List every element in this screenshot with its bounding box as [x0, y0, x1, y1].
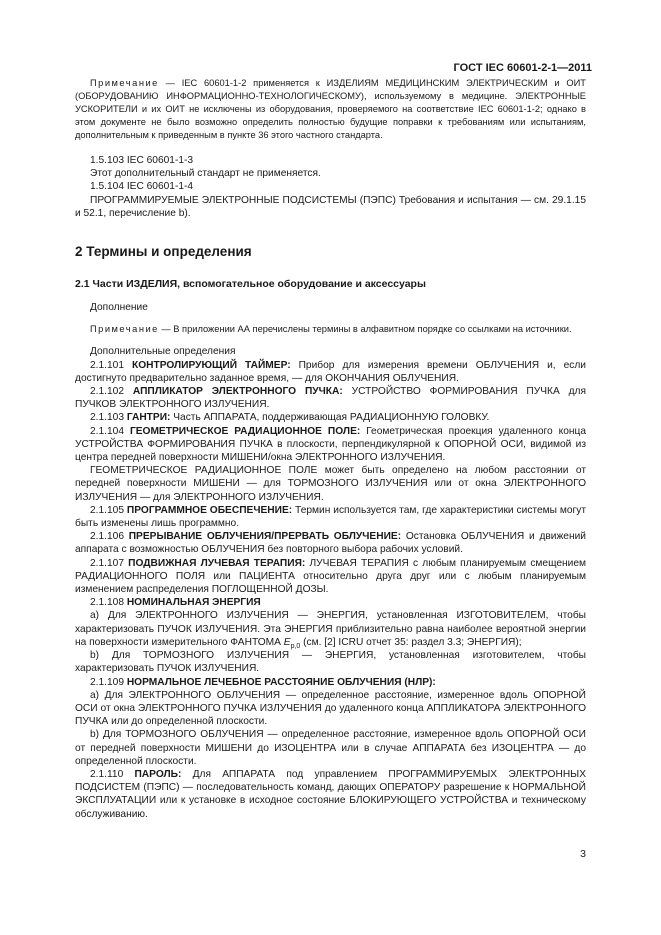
def-text: ЛУЧЕВАЯ ТЕРАПИЯ с любым планируемым смещением РАДИАЦИОННОГО ПОЛЯ или ПАЦИЕНТА относительно друга друг или с любым планируемым изменением распределения ПОГЛОЩЕННОЙ ДОЗЫ.: [75, 557, 587, 596]
section-title: 2 Термины и определения: [75, 244, 252, 260]
note2-label: Примечание: [90, 324, 159, 335]
definition-2-1-108: [75, 596, 586, 609]
def-term: КОНТРОЛИРУЮЩИЙ ТАЙМЕР:: [131, 359, 291, 371]
definition-2-1-108-b: b) Для ТОРМОЗНОГО ИЗЛУЧЕНИЯ — ЭНЕРГИЯ, установленная изготовителем, чтобы характеризовать ПУЧОК ИЗЛУЧЕНИЯ.: [75, 650, 586, 675]
def-text: Геометрическая проекция удаленного конца УСТРОЙСТВА ФОРМИРОВАНИЯ ПУЧКА в плоскости, перпендикулярной к ОПОРНОЙ ОСИ, видимой из центра передней поверхности МИШЕНИ/окна ЭЛЕКТРОННОГО ИЗЛУЧЕНИЯ.: [75, 425, 586, 464]
def-term: ПОДВИЖНАЯ ЛУЧЕВАЯ ТЕРАПИЯ:: [128, 557, 306, 569]
def-number: 2.1.102: [90, 386, 133, 398]
note-text: — IEC 60601-1-2 применяется к ИЗДЕЛИЯМ МЕДИЦИНСКИМ ЭЛЕКТРИЧЕСКИМ и ОИТ (ОБОРУДОВАНИЮ ИНФОРМАЦИОННО-ТЕХНОЛОГИЧЕСКОМУ), используемому в медицине. ЭЛЕКТРОННЫЕ УСКОРИТЕЛИ и их ОИТ не исключены из оборудования, проверяемого на соответствие IEC 60601-1-2; однако в этом документе не было возможно определить полностью будущие поправки к требованиям или испытаниям, дополнительным к приведенным в пункте 36 этого частного стандарта.: [75, 78, 586, 140]
definition-2-1-102: [75, 385, 586, 411]
note-label: Примечание: [90, 78, 159, 88]
definition-2-1-108-a: [75, 609, 586, 649]
def-term: ПАРОЛЬ:: [134, 768, 182, 780]
definition-2-1-103: [75, 411, 586, 424]
def-term: ПРЕРЫВАНИЕ ОБЛУЧЕНИЯ/ПРЕРВАТЬ ОБЛУЧЕНИЕ:: [128, 531, 402, 543]
def-term: НОРМАЛЬНОЕ ЛЕЧЕБНОЕ РАССТОЯНИЕ ОБЛУЧЕНИЯ (НЛР):: [126, 676, 436, 688]
addition-label: Дополнение: [90, 302, 148, 314]
definition-2-1-109: [75, 676, 586, 689]
document-header: ГОСТ IEC 60601-2-1—2011: [453, 62, 592, 74]
definition-2-1-104: [75, 425, 586, 465]
def-text: Термин используется там, где характеристики системы могут быть изменены лишь программно.: [75, 504, 587, 530]
definition-2-1-109-a: а) Для ЭЛЕКТРОННОГО ОБЛУЧЕНИЯ — определенное расстояние, измеренное вдоль ОПОРНОЙ ОСИ от окна ЭЛЕКТРОННОГО ПУЧКА ИЗЛУЧЕНИЯ до удаленного конца АППЛИКАТОРА ЭЛЕКТРОННОГО ПУЧКА или до определенной плоскости.: [75, 689, 586, 728]
definition-2-1-101: [75, 359, 586, 385]
def-text: УСТРОЙСТВО ФОРМИРОВАНИЯ ПУЧКА для ПУЧКОВ ЭЛЕКТРОННОГО ИЗЛУЧЕНИЯ.: [75, 386, 586, 411]
def-term: АППЛИКАТОР ЭЛЕКТРОННОГО ПУЧКА:: [132, 386, 343, 398]
page-number: 3: [580, 848, 586, 860]
energy-subscript: p,0: [290, 642, 301, 650]
clause-1-5-103-text: Этот дополнительный стандарт не применяется.: [90, 168, 321, 180]
def-term: ПРОГРАММНОЕ ОБЕСПЕЧЕНИЕ:: [126, 504, 293, 516]
subsection-title: 2.1 Части ИЗДЕЛИЯ, вспомогательное оборудование и аксессуары: [75, 278, 426, 291]
def-number: 2.1.107: [90, 557, 129, 569]
note2-paragraph: [75, 323, 586, 336]
def-term: НОМИНАЛЬНАЯ ЭНЕРГИЯ: [126, 597, 261, 609]
def-text: а) Для ЭЛЕКТРОННОГО ИЗЛУЧЕНИЯ — ЭНЕРГИЯ, установленная ИЗГОТОВИТЕЛЕМ, чтобы характеризовать ПУЧОК ИЗЛУЧЕНИЯ. Эта ЭНЕРГИЯ приблизительно равна наиболее вероятной энергии на поверхности измерительного ФАНТОМА: [75, 610, 586, 648]
additional-definitions-label: Дополнительные определения: [90, 346, 236, 358]
def-text: Для АППАРАТА под управлением ПРОГРАММИРУЕМЫХ ЭЛЕКТРОННЫХ ПОДСИСТЕМ (ПЭПС) — последовательность команд, дающих ОПЕРАТОРУ разрешение к НОРМАЛЬНОЙ ЭКСПЛУАТАЦИИ или к установке в исходное состояние БЛОКИРУЮЩЕГО УСТРОЙСТВА и техническому обслуживанию.: [75, 768, 586, 820]
definition-2-1-110: [75, 768, 586, 821]
definition-2-1-109-b: b) Для ТОРМОЗНОГО ОБЛУЧЕНИЯ — определенное расстояние, измеренное вдоль ОПОРНОЙ ОСИ от передней поверхности МИШЕНИ до ИЗОЦЕНТРА или в случае АППАРАТА без ИЗОЦЕНТРА — до определенной плоскости.: [75, 729, 586, 767]
def-number: 2.1.110: [90, 768, 135, 780]
definition-2-1-105: [75, 504, 586, 530]
definition-2-1-104-continued: ГЕОМЕТРИЧЕСКОЕ РАДИАЦИОННОЕ ПОЛЕ может быть определено на любом расстоянии от передней поверхности МИШЕНИ — для ТОРМОЗНОГО ИЗЛУЧЕНИЯ или от окна ЭЛЕКТРОННОГО ИЗЛУЧЕНИЯ — для ЭЛЕКТРОННОГО ИЗЛУЧЕНИЯ.: [75, 465, 586, 503]
def-text: (см. [2] ICRU отчет 35: раздел 3.3; ЭНЕРГИЯ);: [300, 636, 522, 648]
def-number: 2.1.106: [90, 531, 129, 543]
clause-1-5-104: 1.5.104 IEC 60601-1-4: [90, 181, 194, 193]
def-text: Часть АППАРАТА, поддерживающая РАДИАЦИОННУЮ ГОЛОВКУ.: [170, 412, 490, 424]
def-text: Прибор для измерения времени ОБЛУЧЕНИЯ и, если достигнуто предварительно заданное время, — для ОКОНЧАНИЯ ОБЛУЧЕНИЯ.: [75, 359, 587, 384]
def-term: ГАНТРИ:: [126, 412, 171, 424]
definition-2-1-107: [75, 557, 586, 597]
note2-text: — В приложении АА перечислены термины в алфавитном порядке со ссылками на источники.: [158, 324, 572, 335]
def-number: 2.1.108: [90, 597, 127, 609]
clause-1-5-103: 1.5.103 IEC 60601-1-3: [90, 155, 194, 166]
def-term: ГЕОМЕТРИЧЕСКОЕ РАДИАЦИОННОЕ ПОЛЕ:: [129, 425, 361, 437]
def-number: 2.1.105: [90, 504, 127, 516]
def-text: Остановка ОБЛУЧЕНИЯ и движений аппарата с возможностью ОБЛУЧЕНИЯ без повторного выбора рабочих условий.: [75, 531, 586, 556]
clause-1-5-104-text: ПРОГРАММИРУЕМЫЕ ЭЛЕКТРОННЫЕ ПОДСИСТЕМЫ (ПЭПС) Требования и испытания — см. 29.1.15 и 52.1, перечисление b).: [75, 194, 586, 219]
energy-symbol: E: [283, 636, 291, 648]
def-number: 2.1.103: [90, 412, 127, 424]
definition-2-1-106: [75, 530, 586, 556]
def-number: 2.1.104: [90, 425, 130, 437]
document-body: [75, 77, 586, 821]
def-number: 2.1.101: [90, 359, 132, 371]
note-paragraph: [75, 77, 586, 142]
def-number: 2.1.109: [90, 676, 127, 688]
